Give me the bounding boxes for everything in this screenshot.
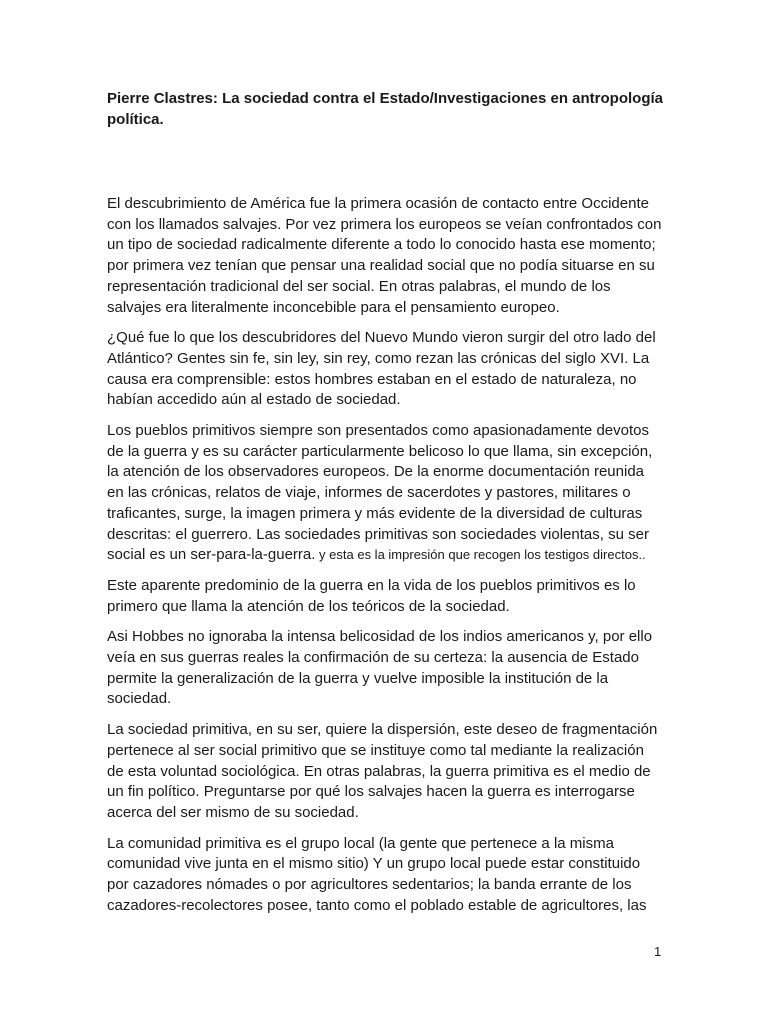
paragraph-3-small-tail: y esta es la impresión que recogen los testigos directos.. bbox=[315, 547, 646, 563]
paragraph-7: La comunidad primitiva es el grupo local (la gente que pertenece a la misma comunidad vive junta en el mismo sitio) Y un grupo local puede estar constituido por cazadores nómades o por agricultores sedentarios; la banda errante de los cazadores-recolectores posee, tanto como el poblado estable de agricultores, las bbox=[107, 834, 647, 914]
page-number: 1 bbox=[654, 944, 662, 959]
paragraph-4: Este aparente predominio de la guerra en la vida de los pueblos primitivos es lo primero que llama la atención de los teóricos de la sociedad. bbox=[107, 576, 636, 615]
paragraph-1: El descubrimiento de América fue la primera ocasión de contacto entre Occidente con los llamados salvajes. Por vez primera los europeos se veían confrontados con un tipo de sociedad radicalmente diferente a todo lo conocido hasta ese momento; por primera vez tenían que pensar una realidad social que no podía situarse en su representación tradicional del ser social. En otras palabras, el mundo de los salvajes era literalmente inconcebible para el pensamiento europeo. bbox=[107, 195, 662, 316]
document-page bbox=[107, 88, 663, 927]
paragraph-3 bbox=[107, 421, 663, 566]
paragraph-3-main: Los pueblos primitivos siempre son presentados como apasionadamente devotos de la guerra y es su carácter particularmente belicoso lo que llama, sin excepción, la atención de los observadores europeos. De la enorme documentación reunida en las crónicas, relatos de viaje, informes de sacerdotes y pastores, militares o traficantes, surge, la imagen primera y más evidente de la diversidad de culturas descritas: el guerrero. Las sociedades primitivas son sociedades violentas, su ser social es un ser-para-la-guerra. bbox=[107, 422, 653, 564]
paragraph-2: ¿Qué fue lo que los descubridores del Nuevo Mundo vieron surgir del otro lado del Atlántico? Gentes sin fe, sin ley, sin rey, como rezan las crónicas del siglo XVI. La causa era comprensible: estos hombres estaban en el estado de naturaleza, no habían accedido aún al estado de sociedad. bbox=[107, 329, 656, 409]
paragraph-5: Asi Hobbes no ignoraba la intensa belicosidad de los indios americanos y, por ello veía en sus guerras reales la confirmación de su certeza: la ausencia de Estado permite la generalización de la guerra y vuelve imposible la institución de la sociedad. bbox=[107, 628, 653, 708]
paragraph-6: La sociedad primitiva, en su ser, quiere la dispersión, este deseo de fragmentación pertenece al ser social primitivo que se instituye como tal mediante la realización de esta voluntad sociológica. En otras palabras, la guerra primitiva es el medio de un fin político. Preguntarse por qué los salvajes hacen la guerra es interrogarse acerca del ser mismo de su sociedad. bbox=[107, 721, 658, 821]
document-title: Pierre Clastres: La sociedad contra el Estado/Investigaciones en antropología política. bbox=[107, 90, 664, 128]
